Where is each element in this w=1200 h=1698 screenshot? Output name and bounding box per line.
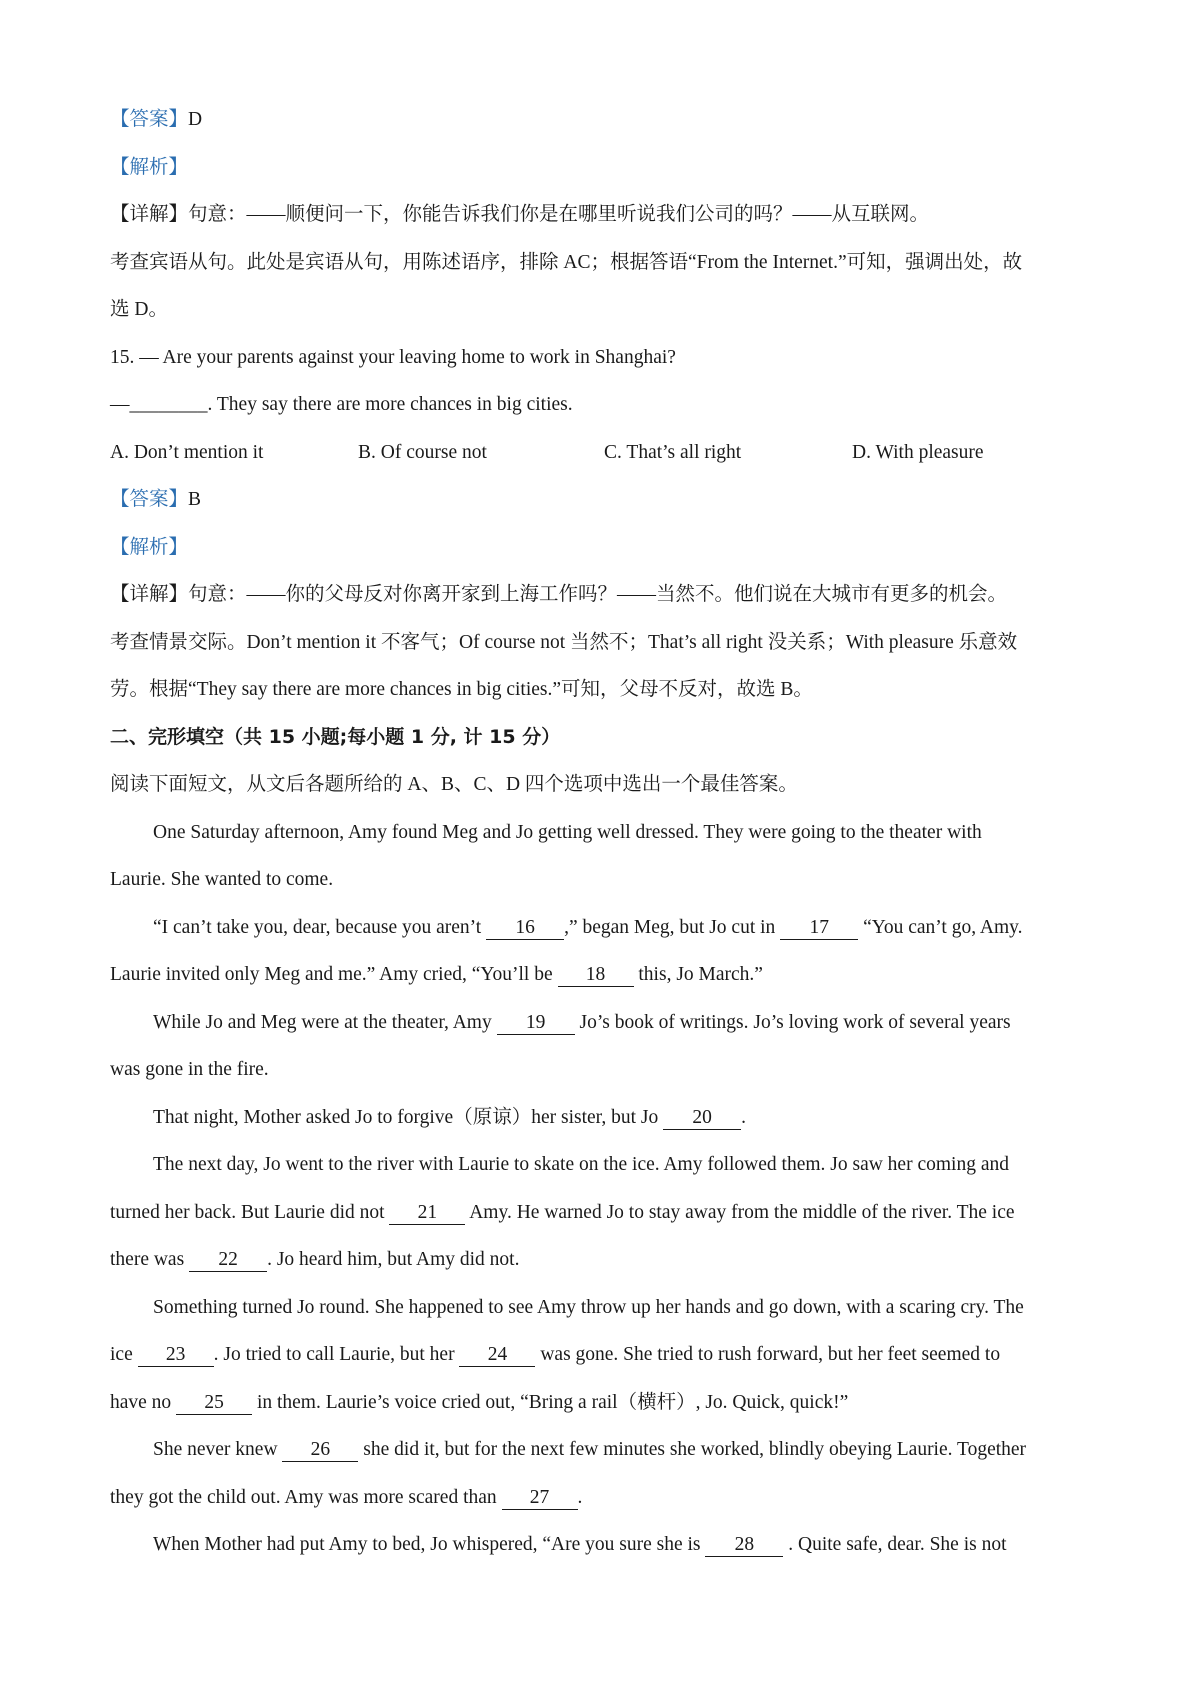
q14-analysis-line: [110, 144, 1100, 192]
q14-answer: D: [188, 109, 203, 130]
passage-text: there was: [110, 1249, 190, 1270]
q15-reply: [110, 381, 1100, 429]
q15-options: [110, 429, 1100, 477]
passage-text: in them. Laurie’s voice cried out, “Bring a rail（横杆）, Jo. Quick, quick!”: [252, 1391, 849, 1413]
passage-text: Amy. He warned Jo to stay away from the middle of the river. The ice: [465, 1201, 1015, 1223]
passage-line: [110, 1094, 1100, 1142]
passage-text: turned her back. But Laurie did not: [110, 1201, 390, 1223]
blank-24[interactable]: 24: [459, 1344, 535, 1367]
passage-line: [110, 1189, 1100, 1237]
passage-text: While Jo and Meg were at the theater, Amy: [153, 1011, 497, 1033]
passage-line: [110, 904, 1100, 952]
passage-line: [110, 1379, 1100, 1427]
q14-explain-line-1: 考查宾语从句。此处是宾语从句，用陈述语序，排除 AC；根据答语“From the Internet.”可知，强调出处，故: [110, 251, 1023, 273]
passage-line: [110, 1331, 1100, 1379]
passage-line: Laurie. She wanted to come.: [110, 869, 334, 890]
document-page: [110, 96, 1100, 1569]
blank-17[interactable]: 17: [780, 917, 858, 940]
passage-line: [110, 1474, 1100, 1522]
passage-text: .: [741, 1106, 746, 1128]
passage-text: That night, Mother asked Jo to forgive（原谅）her sister, but Jo: [153, 1106, 664, 1128]
blank-28[interactable]: 28: [705, 1534, 783, 1557]
q15-question: 15. — Are your parents against your leaving home to work in Shanghai?: [110, 346, 676, 368]
passage-text: She never knew: [153, 1439, 283, 1460]
passage-line: The next day, Jo went to the river with Laurie to skate on the ice. Amy followed them. Jo saw her coming and: [153, 1154, 1009, 1175]
passage-line: [110, 1521, 1100, 1569]
passage-line: Something turned Jo round. She happened to see Amy throw up her hands and go down, with a scaring cry. The: [153, 1296, 1024, 1318]
q15-analysis-line: [110, 524, 1100, 572]
answer-tag: 【答案】: [110, 109, 189, 130]
passage-text: this, Jo March.”: [633, 964, 763, 985]
q15-explain-line-2: 劳。根据“They say there are more chances in big cities.”可知，父母不反对，故选 B。: [110, 679, 813, 700]
passage-text: ice: [110, 1344, 138, 1365]
blank-20[interactable]: 20: [663, 1107, 741, 1130]
passage-text: they got the child out. Amy was more scared than: [110, 1486, 502, 1508]
detail-tag: 【详解】: [110, 204, 189, 225]
q15-detail-line: [110, 571, 1100, 619]
q15-option-c[interactable]: C. That’s all right: [604, 441, 742, 463]
q15-reply-blank: ________: [129, 394, 208, 415]
passage-text: .: [577, 1486, 583, 1508]
blank-27[interactable]: 27: [502, 1487, 578, 1510]
blank-16[interactable]: 16: [486, 917, 564, 940]
q15-option-d[interactable]: D. With pleasure: [852, 441, 984, 463]
passage-line: One Saturday afternoon, Amy found Meg and Jo getting well dressed. They were going to the theater with: [153, 821, 982, 843]
q14-explain-line-2: 选 D。: [110, 299, 168, 320]
q15-answer: B: [188, 489, 202, 510]
passage-text: she did it, but for the next few minutes she worked, blindly obeying Laurie. Together: [358, 1439, 1027, 1460]
detail-tag: 【详解】: [110, 584, 189, 605]
passage-text: “You can’t go, Amy.: [858, 916, 1023, 938]
passage-text: ,” began Meg, but Jo cut in: [564, 916, 781, 938]
q14-detail-line: [110, 191, 1100, 239]
passage-line: [110, 951, 1100, 999]
q15-option-a[interactable]: A. Don’t mention it: [110, 441, 264, 463]
blank-25[interactable]: 25: [176, 1392, 252, 1415]
q15-option-b[interactable]: B. Of course not: [358, 441, 487, 463]
blank-18[interactable]: 18: [558, 964, 634, 987]
passage-text: . Quite safe, dear. She is not: [783, 1534, 1007, 1555]
passage-text: . Jo heard him, but Amy did not.: [267, 1249, 520, 1270]
passage-text: . Jo tried to call Laurie, but her: [213, 1344, 460, 1365]
q15-reply-prefix: —: [110, 394, 130, 415]
q15-answer-line: [110, 476, 1100, 524]
q15-detail: 句意：——你的父母反对你离开家到上海工作吗？——当然不。他们说在大城市有更多的机会。: [188, 584, 1008, 605]
answer-tag: 【答案】: [110, 489, 189, 510]
passage-text: was gone. She tried to rush forward, but her feet seemed to: [535, 1344, 1001, 1365]
blank-22[interactable]: 22: [189, 1249, 267, 1272]
passage-line: [110, 1426, 1100, 1474]
blank-19[interactable]: 19: [497, 1012, 575, 1035]
passage-text: have no: [110, 1391, 177, 1413]
passage-text: Jo’s book of writings. Jo’s loving work of several years: [574, 1011, 1011, 1033]
blank-21[interactable]: 21: [389, 1202, 465, 1225]
passage-line: [110, 1236, 1100, 1284]
section-instruction: 阅读下面短文，从文后各题所给的 A、B、C、D 四个选项中选出一个最佳答案。: [110, 774, 798, 795]
passage-text: “I can’t take you, dear, because you aren’t: [153, 916, 487, 938]
blank-26[interactable]: 26: [282, 1439, 358, 1462]
blank-23[interactable]: 23: [138, 1344, 214, 1367]
passage-line: was gone in the fire.: [110, 1059, 269, 1080]
section-heading: 二、完形填空（共 15 小题;每小题 1 分, 计 15 分）: [110, 725, 561, 748]
passage-line: [110, 999, 1100, 1047]
analysis-tag: 【解析】: [110, 156, 189, 178]
q15-reply-text: . They say there are more chances in big cities.: [207, 394, 573, 415]
q15-explain-line-1: 考查情景交际。Don’t mention it 不客气；Of course not 当然不；That’s all right 没关系；With pleasure 乐意效: [110, 631, 1018, 653]
q14-detail: 句意：——顺便问一下，你能告诉我们你是在哪里听说我们公司的吗？——从互联网。: [188, 204, 930, 225]
passage-text: Laurie invited only Meg and me.” Amy cried, “You’ll be: [110, 964, 558, 985]
q14-answer-line: [110, 96, 1100, 144]
passage-text: When Mother had put Amy to bed, Jo whispered, “Are you sure she is: [153, 1534, 706, 1555]
analysis-tag: 【解析】: [110, 536, 189, 558]
